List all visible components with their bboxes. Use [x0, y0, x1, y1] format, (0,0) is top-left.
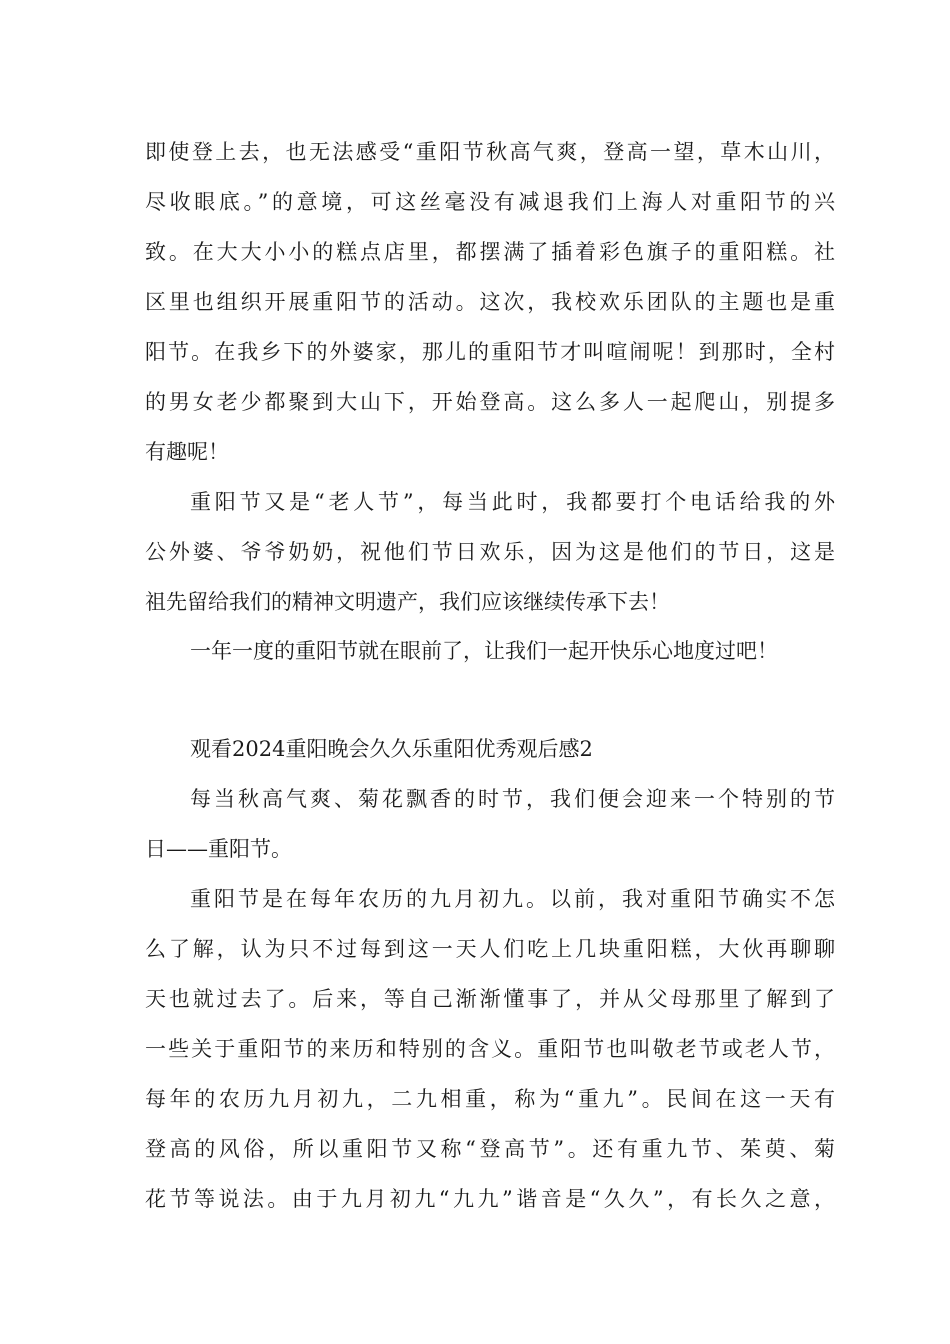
text-line: 祖先留给我们的精神文明遗产，我们应该继续传承下去！ — [145, 590, 670, 614]
text-line: 一年一度的重阳节就在眼前了，让我们一起开快乐心地度过吧！ — [190, 639, 778, 663]
text-line: 一些关于重阳节的来历和特别的含义。重阳节也叫敬老节或老人节， — [145, 1037, 835, 1061]
section-title: 观看2024重阳晚会久久乐重阳优秀观后感2 — [190, 737, 593, 761]
text-line: 区里也组织开展重阳节的活动。这次，我校欢乐团队的主题也是重 — [145, 290, 835, 314]
text-line: 有趣呢！ — [145, 440, 229, 464]
text-line: 日——重阳节。 — [145, 837, 292, 861]
text-line: 公外婆、爷爷奶奶，祝他们节日欢乐，因为这是他们的节日，这是 — [145, 540, 835, 564]
text-line: 重阳节又是“老人节”，每当此时，我都要打个电话给我的外 — [190, 490, 835, 514]
text-line: 么了解，认为只不过每到这一天人们吃上几块重阳糕，大伙再聊聊 — [145, 937, 835, 961]
text-line: 重阳节是在每年农历的九月初九。以前，我对重阳节确实不怎 — [190, 887, 835, 911]
text-line: 登高的风俗，所以重阳节又称“登高节”。还有重九节、茱萸、菊 — [145, 1137, 835, 1161]
text-line: 阳节。在我乡下的外婆家，那儿的重阳节才叫喧闹呢！到那时，全村 — [145, 340, 835, 364]
text-line: 花节等说法。由于九月初九“九九”谐音是“久久”，有长久之意， — [145, 1187, 835, 1211]
text-line: 每年的农历九月初九，二九相重，称为“重九”。民间在这一天有 — [145, 1087, 835, 1111]
text-line: 致。在大大小小的糕点店里，都摆满了插着彩色旗子的重阳糕。社 — [145, 240, 835, 264]
text-line: 每当秋高气爽、菊花飘香的时节，我们便会迎来一个特别的节 — [190, 787, 835, 811]
text-line: 的男女老少都聚到大山下，开始登高。这么多人一起爬山，别提多 — [145, 390, 835, 414]
text-line: 即使登上去，也无法感受“重阳节秋高气爽，登高一望，草木山川， — [145, 140, 835, 164]
text-line: 天也就过去了。后来，等自己渐渐懂事了，并从父母那里了解到了 — [145, 987, 835, 1011]
text-line: 尽收眼底。”的意境，可这丝毫没有减退我们上海人对重阳节的兴 — [145, 190, 835, 214]
